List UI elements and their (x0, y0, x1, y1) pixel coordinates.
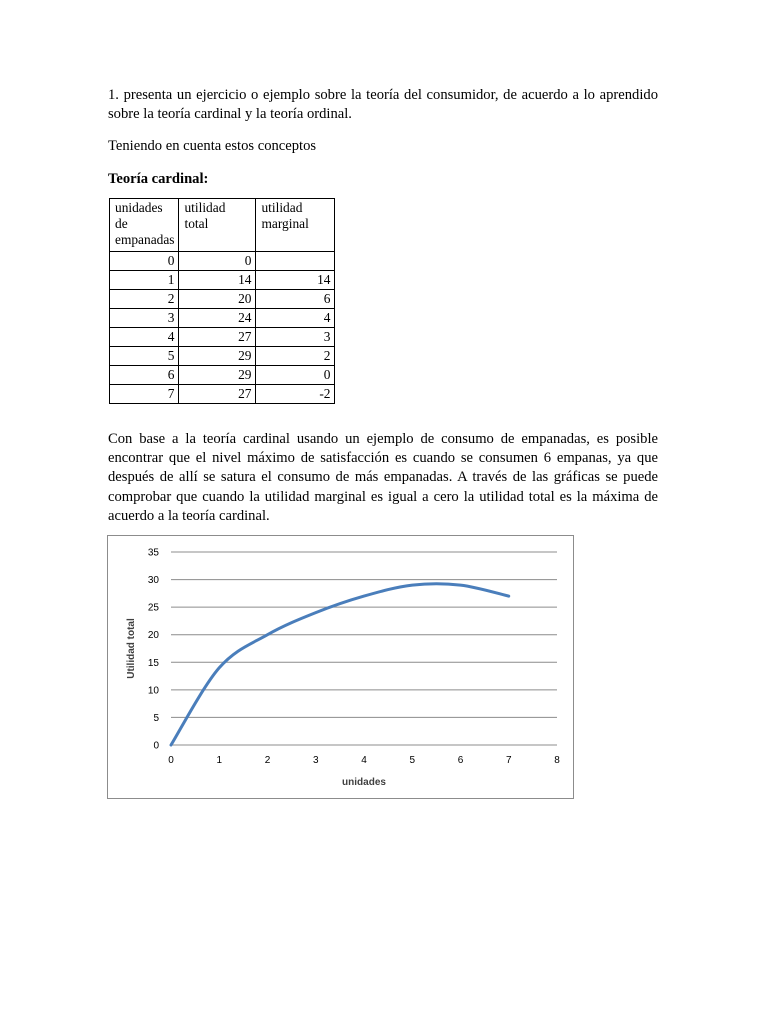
table-cell: 6 (256, 290, 335, 309)
x-tick-label: 0 (168, 755, 174, 766)
table-row (110, 347, 335, 366)
utility-chart (107, 535, 574, 799)
utility-table (109, 198, 335, 404)
x-tick-label: 5 (409, 755, 416, 766)
table-cell: 0 (256, 366, 335, 385)
table-row (110, 309, 335, 328)
table-cell: 2 (110, 290, 179, 309)
y-tick-label: 10 (147, 685, 159, 697)
chart-gridlines (171, 552, 557, 717)
table-cell: 4 (256, 309, 335, 328)
y-axis-label: Utilidad total (126, 618, 137, 679)
y-tick-label: 35 (147, 547, 159, 559)
table-row (110, 385, 335, 404)
y-tick-label: 30 (147, 575, 159, 587)
table-cell: 7 (110, 385, 179, 404)
table-cell: 6 (110, 366, 179, 385)
table-cell: 1 (110, 271, 179, 290)
table-row (110, 252, 335, 271)
table-cell: 20 (179, 290, 256, 309)
table-cell: 29 (179, 366, 256, 385)
table-cell: 24 (179, 309, 256, 328)
table-cell (256, 252, 335, 271)
table-header-marginal-utility: utilidad marginal (256, 199, 335, 252)
table-row (110, 328, 335, 347)
table-header-row (110, 199, 335, 252)
intro-paragraph: Teniendo en cuenta estos conceptos (108, 138, 317, 154)
chart-svg (108, 536, 573, 798)
x-tick-label: 2 (264, 755, 271, 766)
table-cell: 2 (256, 347, 335, 366)
y-tick-label: 15 (147, 657, 159, 669)
x-tick-label: 4 (361, 755, 367, 766)
y-tick-label: 0 (153, 740, 159, 752)
table-cell: 27 (179, 328, 256, 347)
table-cell: 3 (110, 309, 179, 328)
table-cell: 0 (110, 252, 179, 271)
x-tick-label: 7 (505, 755, 512, 766)
table-header-total-utility: utilidad total (179, 199, 256, 252)
y-tick-labels (148, 548, 160, 752)
table-row (110, 271, 335, 290)
series-line-utilidad-total (171, 584, 509, 745)
table-cell: 3 (256, 328, 335, 347)
instruction-paragraph: 1. presenta un ejercicio o ejemplo sobre la teoría del consumidor, de acuerdo a lo aprendido sobre la teoría cardinal y la teoría ordinal. (108, 87, 658, 123)
conclusion-paragraph: Con base a la teoría cardinal usando un ejemplo de consumo de empanadas, es posible encontrar que el nivel máximo de satisfacción es cuando se consumen 6 empanas, ya que después de allí se satura el consumo de más empanadas. A través de las gráficas se puede comprobar que cuando la utilidad marginal es igual a cero la utilidad total es la máxima de acuerdo a la teoría cardinal. (108, 431, 658, 524)
table-cell: -2 (256, 385, 335, 404)
table-cell: 27 (179, 385, 256, 404)
x-tick-label: 3 (312, 755, 319, 766)
y-tick-label: 5 (153, 712, 159, 724)
section-heading: Teoría cardinal: (108, 171, 209, 187)
table-cell: 0 (179, 252, 256, 271)
table-cell: 14 (256, 271, 335, 290)
x-tick-labels (168, 755, 560, 766)
table-header-units: unidades de empanadas (110, 199, 179, 252)
table-cell: 5 (110, 347, 179, 366)
table-cell: 29 (179, 347, 256, 366)
table-row (110, 366, 335, 385)
y-tick-label: 25 (147, 602, 159, 614)
table-row (110, 290, 335, 309)
table-cell: 14 (179, 271, 256, 290)
x-tick-label: 8 (554, 755, 560, 766)
x-tick-label: 1 (216, 755, 223, 766)
y-tick-label: 20 (147, 630, 159, 642)
x-axis-label: unidades (342, 777, 386, 788)
x-tick-label: 6 (457, 755, 464, 766)
table-cell: 4 (110, 328, 179, 347)
